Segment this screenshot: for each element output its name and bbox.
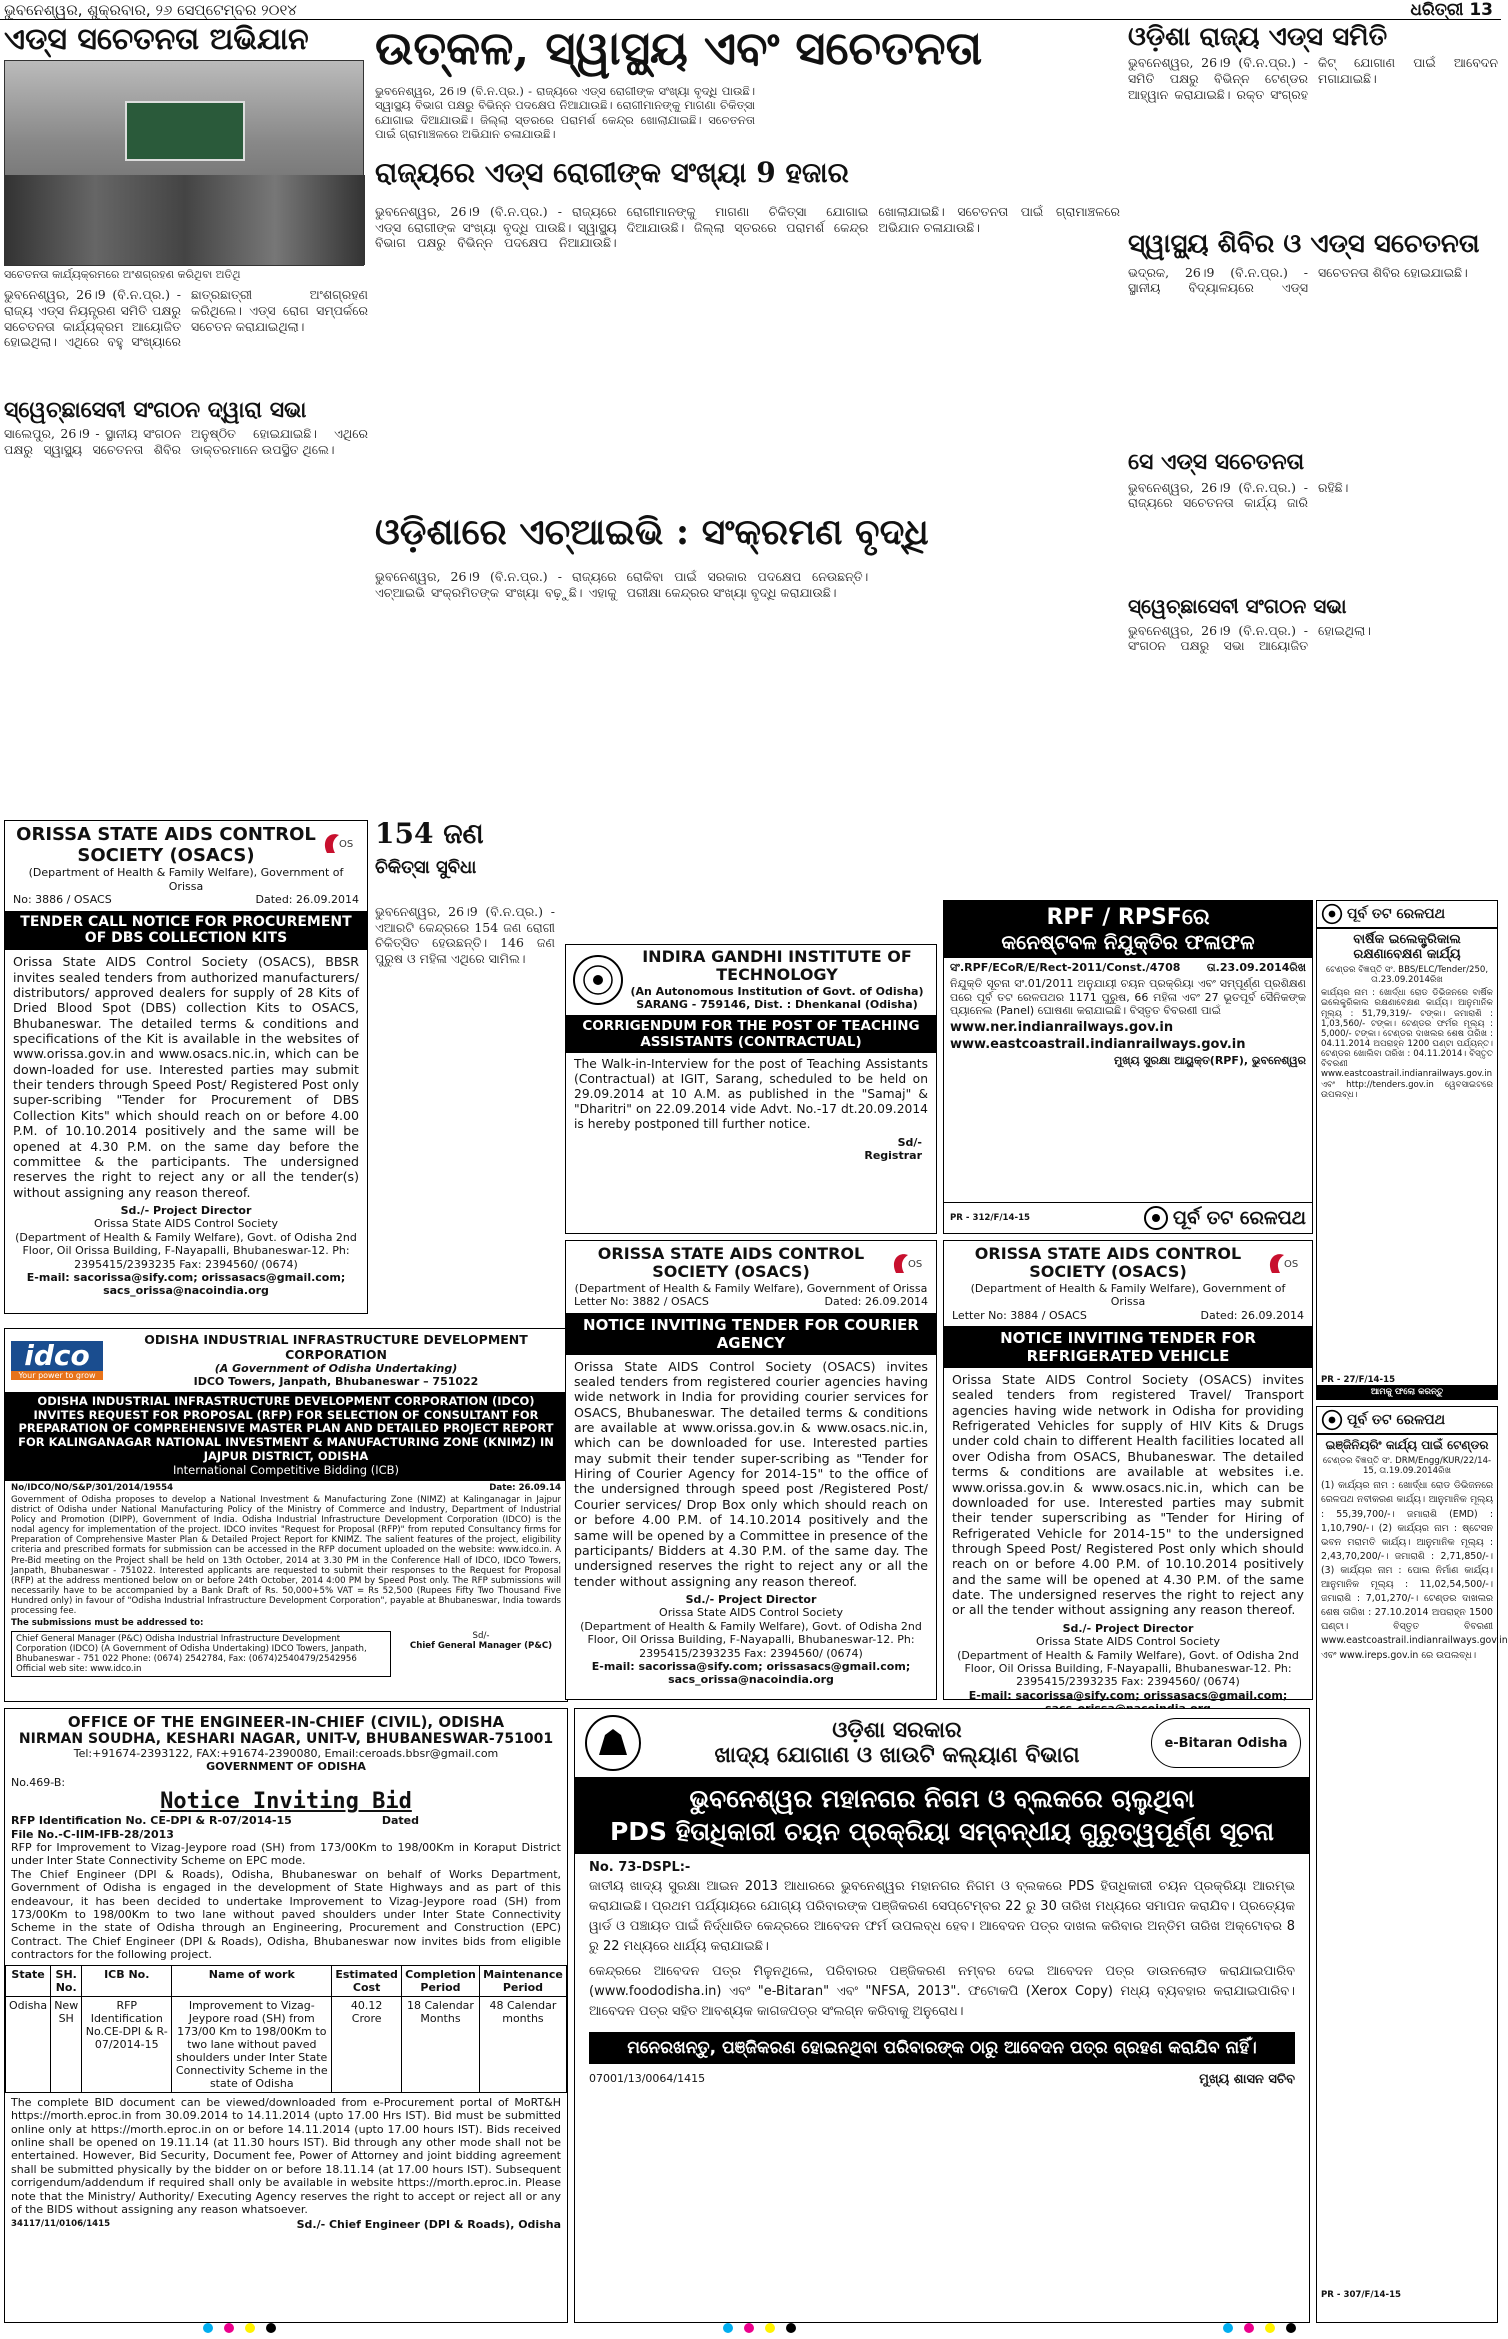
idco-no: No/IDCO/NO/S&P/301/2014/19554	[11, 1482, 174, 1493]
eic-th-state: State	[6, 1965, 51, 1996]
idco-title: ODISHA INDUSTRIAL INFRASTRUCTURE DEVELOPMENT CORPORATION	[144, 1332, 528, 1362]
eic-rfp: RFP Identification No. CE-DPI & R-07/2014-15	[11, 1814, 292, 1828]
idco-logo: idco	[11, 1341, 103, 1372]
osacs-vehicle-address: (Department of Health & Family Welfare), Govt. of Odisha 2nd Floor, Oil Orissa Building, F-Nayapalli, Bhubaneswar-12. Ph: 2395415/2393235 Fax: 2394560/ (0674)	[957, 1648, 1299, 1689]
eic-file: File No.-C-IIM-IFB-28/2013	[11, 1827, 174, 1841]
food-supply-notice	[574, 1708, 1310, 2323]
osacs-courier-date: Dated: 26.09.2014	[824, 1295, 928, 1309]
osacs-dbs-address: (Department of Health & Family Welfare), Govt. of Odisha 2nd Floor, Oil Orissa Building, F-Nayapalli, Bhubaneswar-12. Ph: 2395415/2393235 Fax: 2394560/ (0674)	[15, 1230, 357, 1271]
osacs-dbs-sign2: Orissa State AIDS Control Society	[94, 1217, 278, 1231]
igit-sign2: Registrar	[864, 1149, 922, 1163]
osacs-dbs-email: E-mail: sacorissa@sify.com; orissasacs@gmail.com; sacs_orissa@nacoindia.org	[26, 1270, 346, 1298]
banner-graphic	[125, 101, 245, 161]
rpf-brand: ପୂର୍ବ ତଟ ରେଳପଥ	[1172, 1207, 1306, 1229]
osacs-dbs-body: Orissa State AIDS Control Society (OSACS), BBSR invites sealed tenders from authorized manufacturers/ distributors/ approved dealers for supply of 28 Kits of Dried Blood Spot (DBS) collection Kits to OSACS, Bhubaneswar. The detailed terms & conditions and specifications of the Kit is available in the websites of www.orissa.gov.in and www.osacs.nic.in, which can be down-loaded for use. Interested parties may submit their tenders through Speed Post/ Registered Post only super-scribing "Tender for Procurement of DBS Collection Kits" which should reach on or before 4.00 P.M. of 10.10.2014 positively and the same will be opened at 4.30 P.M. on the same day before the committee & the participants. The undersigned reserves the right to reject any or all the tender(s) without assigning any reason thereof.	[13, 954, 359, 1200]
osacs-vehicle-sign: Sd./- Project Director	[1062, 1621, 1194, 1635]
osacs-courier-bar: NOTICE INVITING TENDER FOR COURIER AGENCY	[566, 1313, 936, 1355]
idco-rfp-notice	[4, 1328, 568, 1702]
igit-addr: SARANG - 759146, Dist. : Dhenkanal (Odisha)	[636, 998, 918, 1012]
col1-headline2: ସ୍ୱେଚ୍ଛାସେବୀ ସଂଗଠନ ଦ୍ୱାରା ସଭା	[4, 397, 307, 424]
osacs-courier-sign: Sd./- Project Director	[685, 1592, 817, 1606]
osacs-courier-dept: (Department of Health & Family Welfare), Government of Orissa	[574, 1281, 928, 1295]
eic-td-cost: 40.12 Crore	[332, 1996, 402, 2092]
eic-foot-left: 34117/11/0106/1415	[11, 2219, 111, 2230]
food-bar2: PDS ହିତାଧିକାରୀ ଚୟନ ପ୍ରକ୍ରିୟା ସମ୍ବନ୍ଧୀୟ ଗୁରୁତ୍ୱପୂର୍ଣ୍ଣ ସୂଚନା	[609, 1816, 1275, 1846]
printer-color-marks	[720, 2318, 799, 2337]
osacs-courier-notice	[565, 1240, 937, 1700]
col1-headline: ଏଡ୍ସ ସଚେତନତା ଅଭିଯାନ	[4, 22, 309, 57]
eic-title2: NIRMAN SOUDHA, KESHARI NAGAR, UNIT-V, BHUBANESWAR-751001	[18, 1731, 554, 1747]
cyan-dot	[203, 2323, 213, 2333]
ecor1-no: ଟେଣ୍ଡର ବିଜ୍ଞପ୍ତି ସଂ. BBS/ELC/Tender/250, ତା.23.09.2014ରିଖ	[1325, 965, 1489, 986]
eic-th-cost: Estimated Cost	[332, 1965, 402, 1996]
page-number: ଧରିତ୍ରୀ 13	[1410, 0, 1493, 20]
food-bar3: ମନେରଖନ୍ତୁ, ପଞ୍ଜିକରଣ ହୋଇନଥିବା ପରିବାରଙ୍କ ଠାରୁ ଆବେଦନ ପତ୍ର ଗ୍ରହଣ କରାଯିବ ନାହିଁ।	[589, 2032, 1295, 2064]
col2-headline3: 154 ଜଣ	[375, 817, 484, 850]
eic-th-completion: Completion Period	[402, 1965, 480, 1996]
rpf-date: ତା.23.09.2014ରିଖ	[1206, 961, 1306, 974]
col2-subheadline: ରାଜ୍ୟରେ ଏଡ୍ସ ରୋଗୀଙ୍କ ସଂଖ୍ୟା 9 ହଜାର	[375, 156, 849, 189]
eic-th-maintenance: Maintenance Period	[479, 1965, 566, 1996]
magenta-dot	[224, 2323, 234, 2333]
col2-headline: ଉତ୍କଳ, ସ୍ୱାସ୍ଥ୍ୟ ଏବଂ ସଚେତନତା	[375, 21, 983, 75]
rpf-notice	[943, 900, 1313, 1234]
magenta-dot	[1244, 2323, 1254, 2333]
col2-body3: ଭୁବନେଶ୍ୱର, 26।9 (ବି.ନ.ପ୍ର.) - ଏଆରଟି କେନ୍ଦ୍ରରେ 154 ଜଣ ରୋଗୀ ଚିକିତ୍ସିତ ହେଉଛନ୍ତି। 146 ଜଣ ପୁରୁଷ ଓ ମହିଳା ଏଥିରେ ସାମିଲ।	[375, 904, 555, 966]
rpf-body: ନିଯୁକ୍ତି ସୂଚନା ସଂ.01/2011 ଅନୁଯାୟୀ ଚୟନ ପ୍ରକ୍ରିୟା ଏବଂ ସମ୍ପୂର୍ଣ୍ଣ ପ୍ରଶିକ୍ଷଣ ପରେ ପୂର୍ବ ତଟ ରେଳପଥର 1171 ପୁରୁଷ, 66 ମହିଳା ଏବଂ 27 ଭୂତପୂର୍ବ ସୈନିକଙ୍କ ପ୍ୟାନେଲ (Panel) ଘୋଷଣା କରାଯାଇଛି। ବିସ୍ତୃତ ବିବରଣୀ ପାଇଁ	[950, 977, 1306, 1018]
eic-td-work: Improvement to Vizag-Jeypore road (SH) from 173/00 Km to 198/00Km to two lane without paved shoulders under Inter State Connectivity Scheme in the state of Odisha	[172, 1996, 332, 2092]
cyan-dot	[723, 2323, 733, 2333]
news-col4	[1128, 24, 1498, 899]
idco-sign2: Chief General Manager (P&C)	[409, 1640, 553, 1651]
idco-body: Government of Odisha proposes to develop a National Investment & Manufacturing Zone (NIMZ) at Kalinganagar in Jajpur district of Odisha under National Manufacturing Policy of the Ministry of Commerce and Industry, Department of Industrial Policy and Promotion (DIPP), Government of India. Odisha Industrial Infrastructure Development Corporation (IDCO) is the nodal agency for implementation of the project. IDCO invites "Request for Proposal (RFP)" from reputed Consultancy firms for Preparation of Comprehensive Master Plan & Detailed Project Report for KNIMZ. The salient features of the project, eligibility criteria and prescribed formats for submission can be accessed in the RFP document uploaded on the website: www.idco.in. A Pre-Bid meeting on the Project shall be held on 13th October, 2014 at 3.30 PM in the Conference Hall of IDCO, IDCO Towers, Janpath, Bhubaneswar - 751022. Interested applicants are requested to submit their responses to the Request for Proposal (RFP) at the address mentioned below on or before 24th October, 2014 4:00 PM by Speed Post only. The RFP submissions will necessarily have to be accompanied by a Bank Draft of Rs. 50,000+5% VAT = Rs 52,500 (Rupees Fifty Two Thousand Five Hundred only) in favour of "Odisha Industrial Infrastructure Development Corporation", payable at Bhubaneswar, India towards processing fee.	[11, 1494, 561, 1617]
cyan-dot	[1223, 2323, 1233, 2333]
ecor-electrical-tender	[1316, 900, 1498, 1400]
osacs-vehicle-title: ORISSA STATE AIDS CONTROL SOCIETY (OSACS)	[974, 1244, 1242, 1282]
idco-tagline: Your power to grow	[11, 1371, 103, 1380]
igit-sign: Sd/-	[897, 1135, 922, 1149]
food-foot-left: 07001/13/0064/1415	[589, 2071, 706, 2085]
col2-intro: ଭୁବନେଶ୍ୱର, 26।9 (ବି.ନ.ପ୍ର.) - ରାଜ୍ୟରେ ଏଡ୍ସ ରୋଗୀଙ୍କ ସଂଖ୍ୟା ବୃଦ୍ଧି ପାଉଛି। ସ୍ୱାସ୍ଥ୍ୟ ବିଭାଗ ପକ୍ଷରୁ ବିଭିନ୍ନ ପଦକ୍ଷେପ ନିଆଯାଉଛି। ରୋଗୀମାନଙ୍କୁ ମାଗଣା ଚିକିତ୍ସା ଯୋଗାଇ ଦିଆଯାଉଛି। ଜିଲ୍ଲା ସ୍ତରରେ ପରାମର୍ଶ କେନ୍ଦ୍ର ଖୋଲାଯାଇଛି। ସଚେତନତା ପାଇଁ ଗ୍ରାମାଞ୍ଚଳରେ ଅଭିଯାନ ଚଳାଯାଉଛି।	[375, 84, 755, 142]
igit-body: The Walk-in-Interview for the post of Teaching Assistants (Contractual) at IGIT, Sarang, scheduled to be held on 29.09.2014 at 10 A.M. as published in the "Samaj" & "Dharitri" on 22.09.2014 vide Advt. No.-17 dt.20.09.2014 is hereby postponed till further notice.	[574, 1056, 928, 1131]
svg-text:OS: OS	[908, 1259, 923, 1270]
eic-gov: GOVERNMENT OF ODISHA	[206, 1760, 366, 1774]
igit-bar: CORRIGENDUM FOR THE POST OF TEACHING ASSISTANTS (CONTRACTUAL)	[566, 1015, 936, 1053]
col4-headline: ଓଡ଼ିଶା ରାଜ୍ୟ ଏଡ୍ସ ସମିତି	[1128, 22, 1388, 52]
ecor1-brand: ପୂର୍ବ ତଟ ରେଳପଥ	[1347, 906, 1446, 922]
railway-logo-icon	[1143, 1205, 1169, 1231]
news-col2-lower	[375, 904, 555, 1234]
crowd-graphic	[5, 175, 365, 265]
food-foot-right: ମୁଖ୍ୟ ଶାସନ ସଚିବ	[1199, 2071, 1295, 2087]
rpf-title: RPF / RPSFରେ	[1046, 905, 1210, 930]
osacs-courier-no: Letter No: 3882 / OSACS	[574, 1295, 709, 1309]
osacs-dbs-date: Dated: 26.09.2014	[255, 893, 359, 907]
rpf-sign: ମୁଖ୍ୟ ସୁରକ୍ଷା ଆୟୁକ୍ତ(RPF), ଭୁବନେଶ୍ୱର	[1114, 1053, 1306, 1067]
osacs-vehicle-email: E-mail: sacorissa@sify.com; orissasacs@gmail.com;	[968, 1688, 1288, 1702]
idco-sign: Sd/-	[472, 1630, 490, 1641]
osacs-vehicle-body: Orissa State AIDS Control Society (OSACS) invites sealed tenders from registered Travel/ Transport agencies having wide network in Odisha for providing Refrigerated Vehicles for supply of HIV Kits & Drugs under cold chain to different Health facilities located all over Odisha from OSACS, Bhubaneswar. The detailed terms & conditions are available at websites i.e. www.orissa.gov.in & www.osacs.nic.in, which can be downloaded for use. Interested parties may submit their tender superscribing as "Tender for Hiring of Refrigerated Vehicle for 2014-15" to the undersigned through Speed Post/ Registered Post only which should reach on or before 4.00 P.M. of 10.10.2014 positively and the same will be opened at 4.30 P.M. of the same date. The undersigned reserves the right to reject any or all the tender without assigning any reason thereof.	[952, 1372, 1304, 1618]
ecor1-pr: PR - 27/F/14-15	[1321, 1374, 1396, 1385]
osacs-dbs-no: No: 3886 / OSACS	[13, 893, 112, 907]
osacs-courier-address: (Department of Health & Family Welfare), Govt. of Odisha 2nd Floor, Oil Orissa Building, F-Nayapalli, Bhubaneswar-12. Ph: 2395415/2393235 Fax: 2394560/ (0674)	[580, 1619, 922, 1660]
eic-foot-right: Sd./- Chief Engineer (DPI & Roads), Odisha	[296, 2218, 561, 2232]
col4-headline3: ସେ ଏଡ୍ସ ସଚେତନତା	[1128, 448, 1305, 475]
rpf-sub: କନେଷ୍ଟବଳ ନିଯୁକ୍ତିର ଫଳାଫଳ	[1001, 930, 1255, 954]
igit-emblem-icon	[572, 954, 624, 1006]
black-dot	[1286, 2323, 1296, 2333]
idco-date: Date: 26.09.14	[489, 1482, 561, 1493]
rpf-web2: www.eastcoastrail.indianrailways.gov.in	[950, 1036, 1246, 1052]
ecor-engineering-tender	[1316, 1406, 1508, 2323]
dateline: ଭୁବନେଶ୍ୱର, ଶୁକ୍ରବାର, ୨୬ ସେପ୍ଟେମ୍ବର ୨୦୧୪	[4, 1, 297, 19]
eic-intro: RFP for Improvement to Vizag-Jeypore road (SH) from 173/00Km to 198/00Km in Koraput District under Inter State Connectivity Scheme on EPC mode.	[11, 1841, 561, 1868]
osacs-dbs-title: ORISSA STATE AIDS CONTROL SOCIETY (OSACS)	[16, 824, 316, 866]
eic-th-icb: ICB No.	[82, 1965, 172, 1996]
railway-logo-icon	[1321, 903, 1343, 925]
food-para1: ଜାତୀୟ ଖାଦ୍ୟ ସୁରକ୍ଷା ଆଇନ 2013 ଆଧାରରେ ଭୁବନେଶ୍ୱର ମହାନଗର ନିଗମ ଓ ବ୍ଲକରେ PDS ହିତାଧିକାରୀ ଚୟନ ପ୍ରକ୍ରିୟା ଆରମ୍ଭ କରାଯାଇଛି। ପ୍ରଥମ ପର୍ଯ୍ୟାୟରେ ଯୋଗ୍ୟ ପରିବାରଙ୍କ ପଞ୍ଜିକରଣ ସେପ୍ଟେମ୍ବର 22 ରୁ 30 ତାରିଖ ମଧ୍ୟରେ ସମାପନ କରାଯିବ। ପ୍ରତ୍ୟେକ ୱାର୍ଡ ଓ ପଞ୍ଚାୟତ ପାଇଁ ନିର୍ଦ୍ଧାରିତ କେନ୍ଦ୍ରରେ ଆବେଦନ ଫର୍ମ ଉପଲବ୍ଧ ହେବ। ଆବେଦନ ପତ୍ର ଦାଖଲ କରିବାର ଅନ୍ତିମ ତାରିଖ ଅକ୍ଟୋବର 8 ରୁ 22 ମଧ୍ୟରେ ଧାର୍ଯ୍ୟ କରାଯାଇଛି।	[589, 1879, 1295, 1955]
col4-body: ଭୁବନେଶ୍ୱର, 26।9 (ବି.ନ.ପ୍ର.) - ସମିତି ପକ୍ଷରୁ ବିଭିନ୍ନ ଟେଣ୍ଡର ଆହ୍ୱାନ କରାଯାଇଛି। ରକ୍ତ ସଂଗ୍ରହ କିଟ୍ ଯୋଗାଣ ପାଇଁ ଆବେଦନ ମଗାଯାଇଛି।	[1128, 55, 1498, 102]
news-col1	[4, 24, 368, 549]
osacs-logo	[888, 1247, 928, 1277]
igit-title: INDIRA GANDHI INSTITUTE OF TECHNOLOGY	[642, 947, 912, 985]
col4-body3: ଭୁବନେଶ୍ୱର, 26।9 (ବି.ନ.ପ୍ର.) - ରାଜ୍ୟରେ ସଚେତନତା କାର୍ଯ୍ୟ ଜାରି ରହିଛି।	[1128, 479, 1349, 511]
food-gov: ଓଡ଼ିଶା ସରକାର	[832, 1718, 962, 1743]
osacs-vehicle-dept: (Department of Health & Family Welfare), Government of Orissa	[970, 1281, 1286, 1309]
eic-contact: Tel:+91674-2393122, FAX:+91674-2390080, Email:ceroads.bbsr@gmail.com	[73, 1747, 499, 1760]
yellow-dot	[245, 2323, 255, 2333]
printer-color-marks	[200, 2318, 279, 2337]
col4-body2: ଭଦ୍ରକ, 26।9 (ବି.ନ.ପ୍ର.) - ସ୍ଥାନୀୟ ବିଦ୍ୟାଳୟରେ ଏଡ୍ସ ସଚେତନତା ଶିବିର ହୋଇଯାଇଛି।	[1128, 264, 1468, 296]
osacs-vehicle-bar: NOTICE INVITING TENDER FOR REFRIGERATED VEHICLE	[944, 1326, 1312, 1368]
yellow-dot	[765, 2323, 775, 2333]
eic-td-sh: New SH	[51, 1996, 82, 2092]
eic-td-icb: RFP Identification No.CE-DPI & R-07/2014-15	[82, 1996, 172, 2092]
col2-sub3: ଚିକିତ୍ସା ସୁବିଧା	[375, 857, 477, 878]
osacs-vehicle-no: Letter No: 3884 / OSACS	[952, 1308, 1087, 1322]
eic-th-sh: SH. No.	[51, 1965, 82, 1996]
table-row	[6, 1996, 567, 2092]
photo-caption: ସଚେତନତା କାର୍ଯ୍ୟକ୍ରମରେ ଅଂଶଗ୍ରହଣ କରିଥିବା ଅତିଥି	[4, 267, 241, 281]
food-para2: କେନ୍ଦ୍ରରେ ଆବେଦନ ପତ୍ର ମିଳୁନଥିଲେ, ପରିବାରର ପଞ୍ଜିକରଣ ନମ୍ବର ଦେଇ ଆବେଦନ ପତ୍ର ଡାଉନଲୋଡ କରାଯାଇପାରିବ (www.foododisha.in) ଏବଂ "e-Bitaran" ଏବଂ "NFSA, 2013". ଫଟୋକପି (Xerox Copy) ମଧ୍ୟ ବ୍ୟବହାର କରାଯାଇପାରିବ। ଆବେଦନ ପତ୍ର ସହିତ ଆବଶ୍ୟକ କାଗଜପତ୍ର ସଂଲଗ୍ନ କରିବାକୁ ଅନୁରୋଧ।	[589, 1963, 1295, 2019]
rpf-pr: PR - 312/F/14-15	[950, 1212, 1031, 1223]
osacs-vehicle-notice	[943, 1240, 1313, 1700]
idco-sub1: (A Government of Odisha Undertaking)	[214, 1362, 458, 1375]
svg-text:OS: OS	[339, 839, 354, 850]
rpf-no: ସଂ.RPF/ECoR/E/Rect-2011/Const./4708	[950, 961, 1181, 974]
black-dot	[266, 2323, 276, 2333]
idco-bar: ODISHA INDUSTRIAL INFRASTRUCTURE DEVELOPMENT CORPORATION (IDCO) INVITES REQUEST FOR PROPOSAL (RFP) FOR SELECTION OF CONSULTANT FOR PREPARATION OF COMPREHENSIVE MASTER PLAN AND DETAILED PROJECT REPORT FOR KALINGANAGAR NATIONAL INVESTMENT & MANUFACTURING ZONE (KNIMZ) IN JAJPUR DISTRICT, ODISHA	[18, 1393, 554, 1463]
col2-headline2: ଓଡ଼ିଶାରେ ଏଚ୍ଆଇଭି : ସଂକ୍ରମଣ ବୃଦ୍ଧି	[375, 511, 929, 553]
magenta-dot	[744, 2323, 754, 2333]
eic-bid-table	[5, 1965, 567, 2093]
ecor1-body: କାର୍ଯ୍ୟର ନାମ : ଖୋର୍ଦ୍ଧା ରୋଡ ଡିଭିଜନରେ ବାର୍ଷିକ ଇଲେକ୍ଟ୍ରିକାଲ ରକ୍ଷଣାବେକ୍ଷଣ କାର୍ଯ୍ୟ। ଆନୁମାନିକ ମୂଲ୍ୟ : 51,79,319/- ଟଙ୍କା। ଜମାରାଶି : 1,03,560/- ଟଙ୍କା। ଟେଣ୍ଡର ଫର୍ମର ମୂଲ୍ୟ : 5,000/- ଟଙ୍କା। ଟେଣ୍ଡର ଦାଖଲର ଶେଷ ତାରିଖ : 04.11.2014 ଅପରାହ୍ନ 1200 ଘଣ୍ଟା ପର୍ଯ୍ୟନ୍ତ। ଟେଣ୍ଡର ଖୋଲିବା ତାରିଖ : 04.11.2014। ବିସ୍ତୃତ ବିବରଣୀ www.eastcoastrail.indianrailways.gov.in ଏବଂ http://tenders.gov.in ୱେବସାଇଟରେ ଉପଲବ୍ଧ।	[1321, 988, 1493, 1100]
food-no: No. 73-DSPL:-	[589, 1860, 691, 1875]
ecor2-brand: ପୂର୍ବ ତଟ ରେଳପଥ	[1347, 1412, 1446, 1428]
osacs-courier-body: Orissa State AIDS Control Society (OSACS) invites sealed tenders from registered courier agencies having wide network in India for providing courier services for OSACS, Bhubaneswar. The detailed terms & conditions are available at www.orissa.gov.in & www.osacs.nic.in, which can be downloaded for use. Interested parties may submit their tender super-scribing as "Tender for Hiring of Courier Agency for 2014-15" to the office of the undersigned through speed post /Registered Post/ Courier services/ Drop Box only which should reach on or before 4.00 P.M. of 14.10.2014 positively and the same will be opened by a Committee in presence of the participants/ Bidders at 4.30 P.M. of the same day. The undersigned reserves the right to reject any or all the tender without assigning any reason thereof.	[574, 1358, 928, 1589]
osacs-dbs-dept: (Department of Health & Family Welfare), Government of Orissa	[28, 866, 344, 893]
ecor2-pr: PR - 307/F/14-15	[1321, 2289, 1402, 2300]
osacs-vehicle-date: Dated: 26.09.2014	[1200, 1308, 1304, 1322]
svg-text:OS: OS	[1284, 1259, 1299, 1270]
eic-th-work: Name of work	[172, 1965, 332, 1996]
osacs-logo	[319, 827, 359, 857]
eic-no: No.469-B:	[11, 1775, 66, 1789]
igit-sub: (An Autonomous Institution of Govt. of Odisha)	[630, 984, 924, 998]
idco-addr-head: The submissions must be addressed to:	[11, 1618, 204, 1629]
news-col2	[375, 21, 1120, 904]
ecor2-title: ଇଞ୍ଜିନିୟରିଂ କାର୍ଯ୍ୟ ପାଇଁ ଟେଣ୍ଡର	[1325, 1438, 1489, 1452]
ecor2-no: ଟେଣ୍ଡର ବିଜ୍ଞପ୍ତି ସଂ. DRM/Engg/KUR/22/14-15, ତା.19.09.2014ରିଖ	[1322, 1456, 1492, 1477]
ecor2-body: (1) କାର୍ଯ୍ୟର ନାମ : ଖୋର୍ଦ୍ଧା ରୋଡ ଡିଭିଜନରେ ରେଳପଥ ନବୀକରଣ କାର୍ଯ୍ୟ। ଆନୁମାନିକ ମୂଲ୍ୟ : 55,39,700/-। ଜମାରାଶି (EMD) : 1,10,790/-। (2) କାର୍ଯ୍ୟର ନାମ : ଷ୍ଟେସନ ଭବନ ମରାମତି କାର୍ଯ୍ୟ। ଆନୁମାନିକ ମୂଲ୍ୟ : 2,43,70,200/-। ଜମାରାଶି : 2,71,850/-। (3) କାର୍ଯ୍ୟର ନାମ : ପୋଲ ନିର୍ମାଣ କାର୍ଯ୍ୟ। ଆନୁମାନିକ ମୂଲ୍ୟ : 11,02,54,500/-। ଜମାରାଶି : 7,01,270/-। ଟେଣ୍ଡର ଦାଖଲର ଶେଷ ତାରିଖ : 27.10.2014 ଅପରାହ୍ନ 1500 ଘଣ୍ଟା। ବିସ୍ତୃତ ବିବରଣୀ www.eastcoastrail.indianrailways.gov.in ଏବଂ www.ireps.gov.in ରେ ଉପଲବ୍ଧ।	[1321, 1480, 1508, 1661]
osacs-courier-sign2: Orissa State AIDS Control Society	[659, 1606, 843, 1620]
col2-body2: ଭୁବନେଶ୍ୱର, 26।9 (ବି.ନ.ପ୍ର.) - ରାଜ୍ୟରେ ଏଚ୍ଆଇଭି ସଂକ୍ରମିତଙ୍କ ସଂଖ୍ୟା ବଢ଼ୁଛି। ଏହାକୁ ରୋକିବା ପାଇଁ ସରକାର ପଦକ୍ଷେପ ନେଉଛନ୍ତି। ପରୀକ୍ଷା କେନ୍ଦ୍ରର ସଂଖ୍ୟା ବୃଦ୍ଧି କରାଯାଉଛି।	[375, 569, 869, 600]
railway-logo-icon	[1321, 1409, 1343, 1431]
eic-para: The Chief Engineer (DPI & Roads), Odisha, Bhubaneswar on behalf of Works Department, Government of Odisha is engaged in the development of State Highways and as part of this endeavour, it has been decided to undertake Improvement to Vizag-Jeypore road (SH) from 173/00Km to 198/00Km to two lane without paved shoulders under Inter State Connectivity Scheme in the state of Odisha through an Engineering, Procurement and Construction (EPC) Contract. The Chief Engineer (DPI & Roads), Odisha, Bhubaneswar now invites bids from eligible contractors for the following project.	[11, 1867, 561, 1962]
ecor1-title: ବାର୍ଷିକ ଇଲେକ୍ଟ୍ରିକାଲ ରକ୍ଷଣାବେକ୍ଷଣ କାର୍ଯ୍ୟ	[1353, 932, 1461, 962]
osacs-logo	[1264, 1247, 1304, 1277]
eic-td-completion: 18 Calendar Months	[402, 1996, 480, 2092]
page-header	[0, 0, 1501, 20]
news-photo	[4, 60, 364, 266]
yellow-dot	[1265, 2323, 1275, 2333]
osacs-dbs-bar: TENDER CALL NOTICE FOR PROCUREMENT OF DBS COLLECTION KITS	[5, 911, 367, 951]
osacs-vehicle-sign2: Orissa State AIDS Control Society	[1036, 1635, 1220, 1649]
idco-sub2: IDCO Towers, Janpath, Bhubaneswar – 751022	[193, 1375, 479, 1389]
col4-body4: ଭୁବନେଶ୍ୱର, 26।9 (ବି.ନ.ପ୍ର.) - ସଂଗଠନ ପକ୍ଷରୁ ସଭା ଆୟୋଜିତ ହୋଇଥିଲା।	[1128, 622, 1371, 654]
printer-color-marks	[1220, 2318, 1299, 2337]
osacs-dbs-sign: Sd./- Project Director	[120, 1203, 252, 1217]
igit-notice	[565, 944, 937, 1234]
food-dept: ଖାଦ୍ୟ ଯୋଗାଣ ଓ ଖାଉଟି କଲ୍ୟାଣ ବିଭାଗ	[714, 1743, 1080, 1768]
eic-title1: OFFICE OF THE ENGINEER-IN-CHIEF (CIVIL), ODISHA	[67, 1713, 505, 1731]
osacs-courier-email: E-mail: sacorissa@sify.com; orissasacs@gmail.com; sacs_orissa@nacoindia.org	[591, 1660, 911, 1687]
eic-td-state: Odisha	[6, 1996, 51, 2092]
idco-icb: International Competitive Bidding (ICB)	[172, 1462, 400, 1477]
col4-headline4: ସ୍ୱେଚ୍ଛାସେବୀ ସଂଗଠନ ସଭା	[1128, 593, 1347, 618]
eic-heading: Notice Inviting Bid	[160, 1789, 412, 1815]
ebitaran-logo: e-Bitaran Odisha	[1151, 1718, 1301, 1768]
col2-body: ଭୁବନେଶ୍ୱର, 26।9 (ବି.ନ.ପ୍ର.) - ରାଜ୍ୟରେ ଏଡ୍ସ ରୋଗୀଙ୍କ ସଂଖ୍ୟା ବୃଦ୍ଧି ପାଉଛି। ସ୍ୱାସ୍ଥ୍ୟ ବିଭାଗ ପକ୍ଷରୁ ବିଭିନ୍ନ ପଦକ୍ଷେପ ନିଆଯାଉଛି। ରୋଗୀମାନଙ୍କୁ ମାଗଣା ଚିକିତ୍ସା ଯୋଗାଇ ଦିଆଯାଉଛି। ଜିଲ୍ଲା ସ୍ତରରେ ପରାମର୍ଶ କେନ୍ଦ୍ର ଖୋଲାଯାଇଛି। ସଚେତନତା ପାଇଁ ଗ୍ରାମାଞ୍ଚଳରେ ଅଭିଯାନ ଚଳାଯାଉଛି।	[375, 204, 1120, 251]
black-dot	[786, 2323, 796, 2333]
eic-notice	[4, 1708, 568, 2323]
eic-dated: Dated	[381, 1814, 419, 1828]
eic-td-maintenance: 48 Calendar months	[479, 1996, 566, 2092]
rpf-web1: www.ner.indianrailways.gov.in	[950, 1019, 1174, 1035]
eic-tail: The complete BID document can be viewed/downloaded from e-Procurement portal of MoRT&H https://morth.eproc.in from 30.09.2014 to 14.11.2014 (upto 17.00 Hrs IST). Bid must be submitted online only at https://morth.eproc.in on or before 14.11.2014 (upto 17.00 hours IST). Bids received online shall be opened on 19.11.14 (at 11.30 hours IST). Bid through any other mode shall not be entertained. However, Bid Security, Document fee, Power of Attorney and joint bidding agreement shall be submitted physically by the bidder on or before 18.11.14 (at 17.00 hours IST). Subsequent corrigendum/addendum if required shall only be available in website https://morth.eproc.in. Please note that the Ministry/ Authority/ Executing Agency reserves the right to accept or reject all or any of the BIDS without assigning any reason whatsoever.	[11, 2095, 561, 2216]
osacs-dbs-notice	[4, 820, 368, 1314]
osacs-courier-title: ORISSA STATE AIDS CONTROL SOCIETY (OSACS)	[597, 1244, 865, 1282]
col1-body: ଭୁବନେଶ୍ୱର, 26।9 (ବି.ନ.ପ୍ର.) - ରାଜ୍ୟ ଏଡ୍ସ ନିୟନ୍ତ୍ରଣ ସମିତି ପକ୍ଷରୁ ସଚେତନତା କାର୍ଯ୍ୟକ୍ରମ ଆୟୋଜିତ ହୋଇଥିଲା। ଏଥିରେ ବହୁ ସଂଖ୍ୟାରେ ଛାତ୍ରଛାତ୍ରୀ ଅଂଶଗ୍ରହଣ କରିଥିଲେ। ଏଡ୍ସ ରୋଗ ସମ୍ପର୍କରେ ସଚେତନ କରାଯାଇଥିଲା।	[4, 287, 368, 350]
idco-addr: Chief General Manager (P&C) Odisha Industrial Infrastructure Development Corporation (IDCO) (A Government of Odisha Undertaking) IDCO Towers, Janpath, Bhubaneswar - 751 022 Phone: (0674) 2542784, Fax: (0674)2540479/2542956 Official web site: www.idco.in	[11, 1631, 391, 1678]
ecor1-web: ଆମକୁ ଫଲୋ କରନ୍ତୁ	[1317, 1385, 1497, 1399]
odisha-emblem-icon	[583, 1713, 643, 1773]
col4-headline2: ସ୍ୱାସ୍ଥ୍ୟ ଶିବିର ଓ ଏଡ୍ସ ସଚେତନତା	[1128, 229, 1480, 260]
food-bar1: ଭୁବନେଶ୍ୱର ମହାନଗର ନିଗମ ଓ ବ୍ଲକରେ ଚାଲୁଥିବା	[689, 1784, 1195, 1813]
col1-body2: ସାଲେପୁର, 26।9 - ସ୍ଥାନୀୟ ସଂଗଠନ ପକ୍ଷରୁ ସ୍ୱାସ୍ଥ୍ୟ ସଚେତନତା ଶିବିର ଅନୁଷ୍ଠିତ ହୋଇଯାଇଛି। ଏଥିରେ ଡାକ୍ତରମାନେ ଉପସ୍ଥିତ ଥିଲେ।	[4, 426, 368, 457]
